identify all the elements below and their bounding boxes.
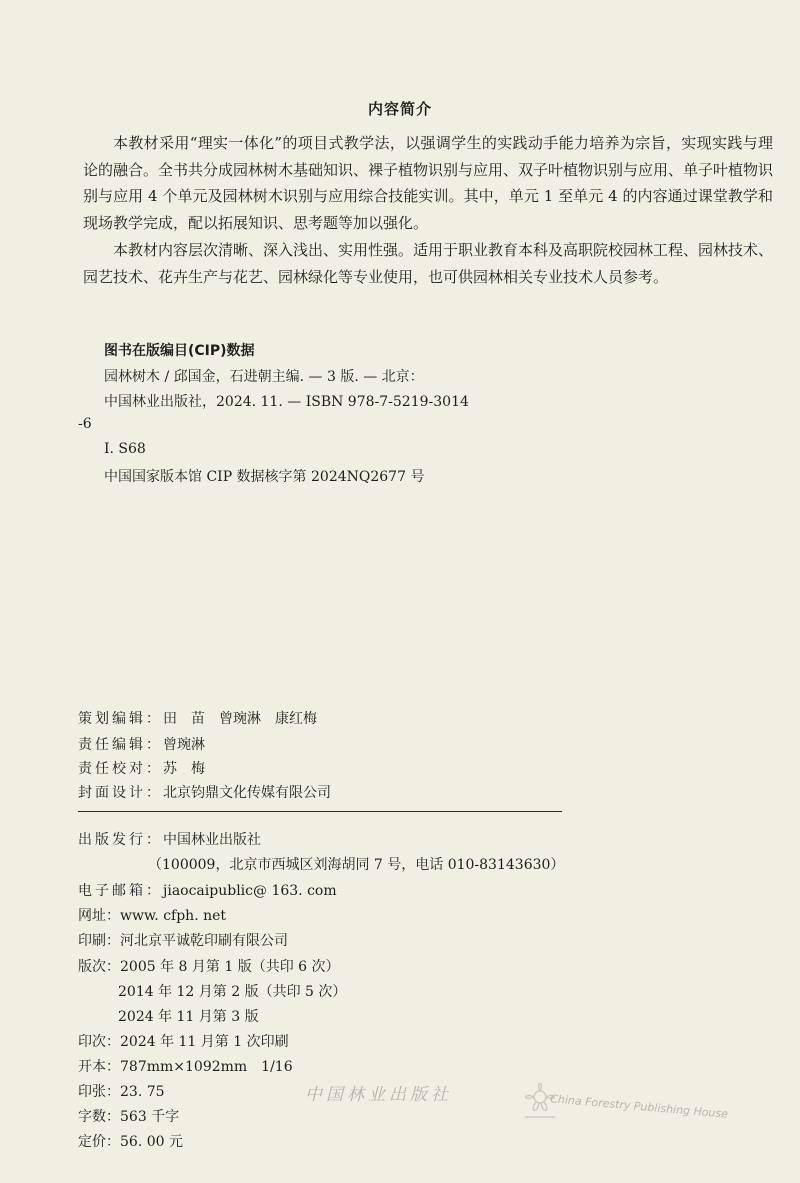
email-value: jiaocaipublic@ 163. com (163, 883, 337, 899)
price-row (78, 1131, 183, 1151)
price-value: 56. 00 元 (120, 1134, 183, 1150)
credit-value: 田 苗 曾琬淋 康红梅 (163, 711, 317, 727)
edition-value-2: 2014 年 12 月第 2 版（共印 5 次） (118, 984, 347, 1000)
wordcount-row (78, 1106, 179, 1126)
publisher-row (78, 829, 261, 849)
credit-responsible-editor (78, 734, 205, 754)
email-label: 电子邮箱： (78, 883, 163, 899)
website-row (78, 905, 226, 925)
format-label: 开本： (78, 1059, 120, 1075)
cip-line-1: 园林树木 / 邱国金，石进朝主编. — 3 版. — 北京： (104, 369, 424, 385)
website-label: 网址： (78, 908, 120, 924)
edition-row (78, 956, 340, 976)
credit-label: 责任编辑： (78, 737, 163, 753)
cip-classification: Ⅰ. S68 (104, 441, 146, 457)
cip-heading: 图书在版编目(CIP)数据 (104, 343, 255, 359)
edition-label: 版次： (78, 959, 120, 975)
impression-row (78, 1031, 289, 1051)
cip-line-2: 中国林业出版社，2024. 11. — ISBN 978-7-5219-3014 (104, 394, 469, 410)
publisher-value: 中国林业出版社 (163, 832, 261, 848)
credit-planning-editor (78, 708, 317, 728)
sheets-value: 23. 75 (120, 1084, 165, 1100)
format-value: 787mm×1092mm 1/16 (120, 1059, 293, 1075)
wordcount-label: 字数： (78, 1109, 120, 1125)
publisher-label: 出版发行： (78, 832, 163, 848)
printer-value: 河北京平诚乾印刷有限公司 (120, 933, 288, 949)
cip-line-3: -6 (78, 416, 92, 432)
credit-value: 曾琬淋 (163, 737, 205, 753)
publisher-watermark-text: 中国林业出版社 (305, 1085, 452, 1105)
publisher-address: （100009，北京市西城区刘海胡同 7 号，电话 010-83143630） (148, 857, 565, 873)
credit-value: 北京钧鼎文化传媒有限公司 (163, 785, 331, 801)
wordcount-value: 563 千字 (120, 1109, 180, 1125)
credit-label: 责任校对： (78, 761, 163, 777)
summary-paragraph-1: 本教材采用“理实一体化”的项目式教学法，以强调学生的实践动手能力培养为宗旨，实现实践与理论的融合。全书共分成园林树木基础知识、裸子植物识别与应用、双子叶植物识别与应用、单子叶植物识别与应用 4 个单元及园林树木识别与应用综合技能实训。其中，单元 1 至单元 4 的内容通过课堂教学和现场教学完成，配以拓展知识、思考题等加以强化。 (83, 134, 774, 232)
edition-value-1: 2005 年 8 月第 1 版（共印 6 次） (120, 959, 340, 975)
summary-title: 内容简介 (367, 100, 432, 118)
summary-paragraph-2: 本教材内容层次清晰、深入浅出、实用性强。适用于职业教育本科及高职院校园林工程、园林技术、园艺技术、花卉生产与花艺、园林绿化等专业使用，也可供园林相关专业技术人员参考。 (83, 241, 774, 286)
impression-value: 2024 年 11 月第 1 次印刷 (120, 1034, 289, 1050)
divider-line (78, 811, 562, 812)
cip-record-number: 中国国家版本馆 CIP 数据核字第 2024NQ2677 号 (104, 469, 425, 485)
email-row (78, 880, 337, 900)
credit-cover-design (78, 782, 331, 802)
credit-label: 策划编辑： (78, 711, 163, 727)
credit-proofreader (78, 758, 205, 778)
price-label: 定价： (78, 1134, 120, 1150)
credit-label: 封面设计： (78, 785, 163, 801)
publisher-watermark-english: China Forestry Publishing House (549, 1092, 729, 1121)
credit-value: 苏 梅 (163, 761, 205, 777)
printer-row (78, 930, 288, 950)
sheets-row (78, 1081, 165, 1101)
printer-label: 印刷： (78, 933, 120, 949)
sheets-label: 印张： (78, 1084, 120, 1100)
format-row (78, 1056, 293, 1076)
website-value: www. cfph. net (120, 908, 227, 924)
edition-value-3: 2024 年 11 月第 3 版 (118, 1009, 259, 1025)
impression-label: 印次： (78, 1034, 120, 1050)
